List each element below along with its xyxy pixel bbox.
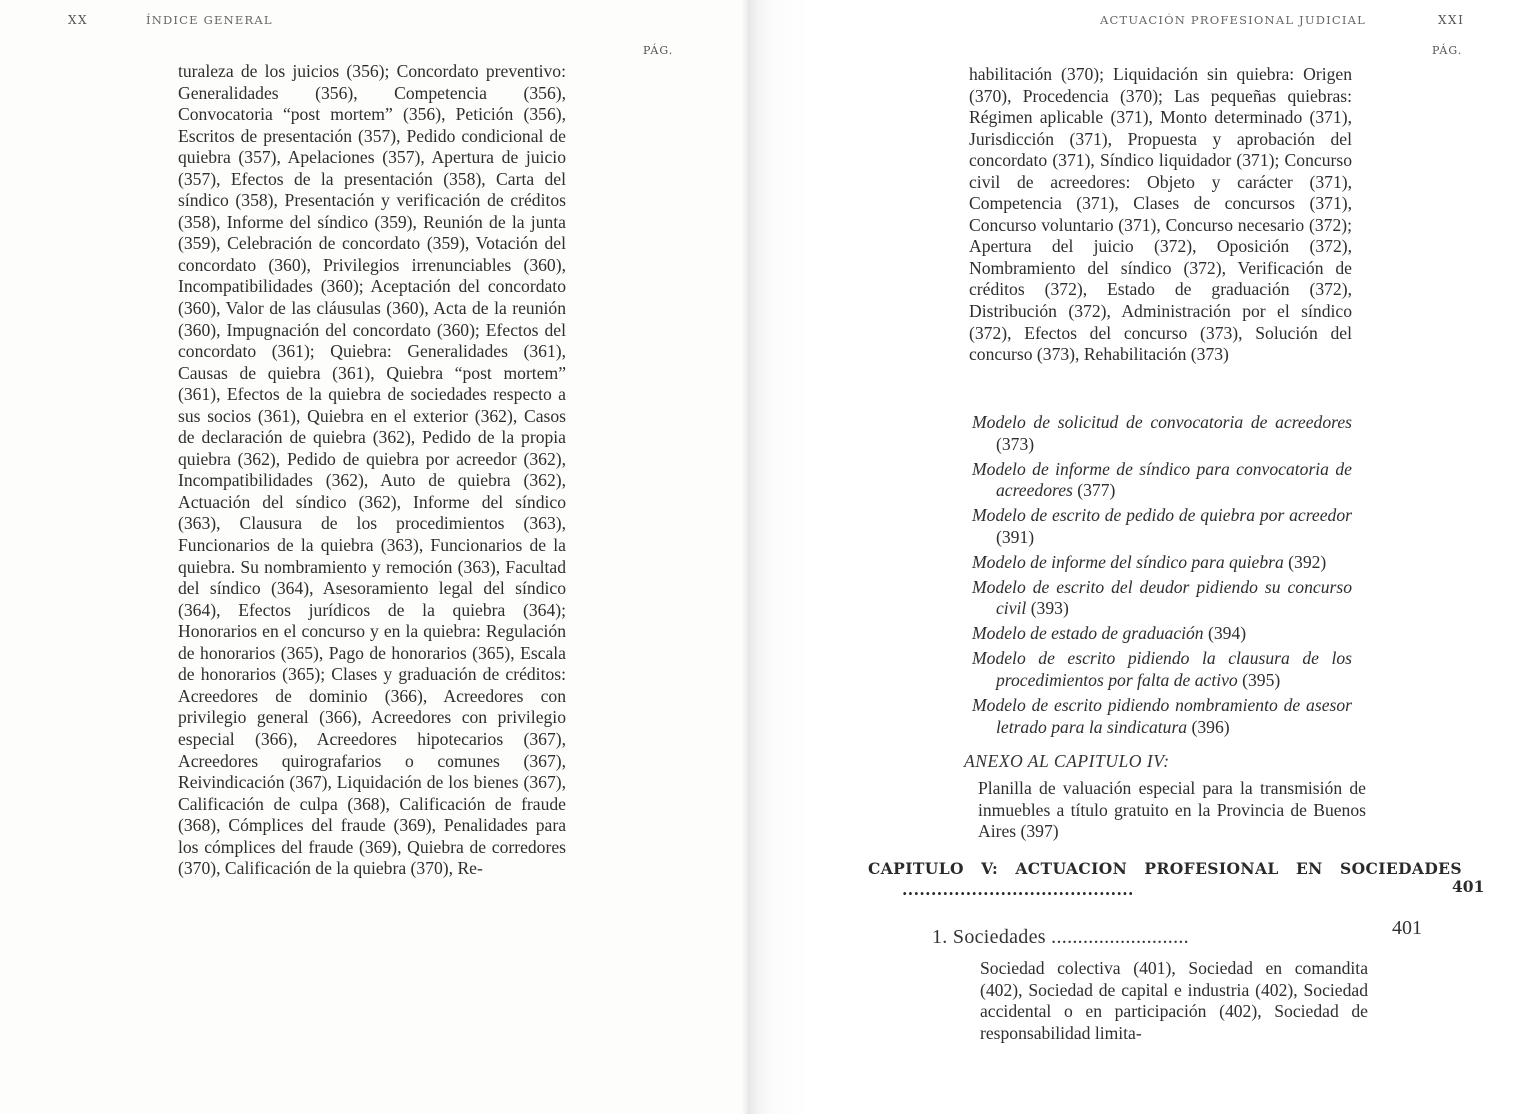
chapter-title: CAPITULO V: ACTUACION PROFESIONAL EN SOCIEDADES ........................................ bbox=[868, 859, 1462, 899]
left-pag-label: PÁG. bbox=[643, 44, 674, 57]
left-page bbox=[0, 0, 748, 1114]
model-item: Modelo de escrito del deudor pidiendo su concurso civil (393) bbox=[972, 576, 1352, 619]
left-running-head: ÍNDICE GENERAL bbox=[146, 13, 273, 27]
anexo-body: Planilla de valuación especial para la transmisión de inmuebles a título gratuito en la Provincia de Buenos Aires (397) bbox=[978, 778, 1366, 842]
right-page bbox=[748, 0, 1536, 1114]
model-item: Modelo de escrito pidiendo la clausura de los procedimientos por falta de activo (395) bbox=[972, 648, 1352, 691]
right-running-head: ACTUACIÓN PROFESIONAL JUDICIAL bbox=[1100, 13, 1366, 27]
left-folio: XX bbox=[68, 13, 89, 27]
model-item: Modelo de informe del síndico para quiebra (392) bbox=[972, 551, 1327, 572]
models-list bbox=[972, 412, 1352, 742]
right-folio: XXI bbox=[1438, 13, 1465, 27]
chapter-page: 401 bbox=[1452, 877, 1485, 896]
section-title: 1. Sociedades .......................... bbox=[932, 926, 1189, 948]
right-index-body: habilitación (370); Liquidación sin quiebra: Origen (370), Procedencia (370); Las pequeñas quiebras: Régimen aplicable (371), Monto determinado (371), Jurisdicción (371), Propuesta y aprobación del concordato (371), Síndico liquidador (371); Concurso civil de acreedores: Objeto y carácter (371), Competencia (371), Clases de concursos (371), Concurso voluntario (371), Concurso necesario (372); Apertura del juicio (372), Oposición (372), Nombramiento del síndico (372), Verificación de créditos (372), Estado de graduación (372), Distribución (372), Administración por el síndico (372), Efectos del concurso (373), Solución del concurso (373), Rehabilitación (373) bbox=[969, 64, 1352, 365]
model-item: Modelo de escrito pidiendo nombramiento de asesor letrado para la sindicatura (396) bbox=[972, 695, 1352, 737]
anexo-title: ANEXO AL CAPITULO IV: bbox=[964, 751, 1170, 771]
model-item: Modelo de solicitud de convocatoria de acreedores (373) bbox=[972, 412, 1352, 454]
section-page: 401 bbox=[1392, 917, 1422, 939]
left-index-body: turaleza de los juicios (356); Concordato preventivo: Generalidades (356), Competencia (356), Convocatoria “post mortem” (356), Petición (356), Escritos de presentación (357), Pedido condicional de quiebra (357), Apelaciones (357), Apertura de juicio (357), Efectos de la presentación (358), Carta del síndico (358), Presentación y verificación de créditos (358), Informe del síndico (359), Reunión de la junta (359), Celebración de concordato (359), Votación del concordato (360), Privilegios irrenunciables (360), Incompatibilidades (360); Aceptación del concordato (360), Valor de las cláusulas (360), Acta de la reunión (360), Impugnación del concordato (360); Efectos del concordato (361); Quiebra: Generalidades (361), Causas de quiebra (361), Quiebra “post mortem” (361), Efectos de la quiebra de sociedades respecto a sus socios (361), Quiebra en el exterior (362), Casos de declaración de quiebra (362), Pedido de la propia quiebra (362), Pedido de quiebra por acreedor (362), Incompatibilidades (362), Auto de quiebra (362), Actuación del síndico (362), Informe del síndico (363), Clausura de los procedimientos (363), Funcionarios de la quiebra (363), Funcionarios de la quiebra. Su nombramiento y remoción (363), Facultad del síndico (364), Asesoramiento legal del síndico (364), Efectos jurídicos de la quiebra (364); Honorarios en el concurso y en la quiebra: Regulación de honorarios (365), Pago de honorarios (365), Escala de honorarios (365); Clases y graduación de créditos: Acreedores de dominio (366), Acreedores con privilegio general (366), Acreedores con privilegio especial (366), Acreedores hipotecarios (367), Acreedores quirografarios o comunes (367), Reivindicación (367), Liquidación de los bienes (367), Calificación de culpa (368), Calificación de fraude (368), Cómplices del fraude (369), Penalidades para los cómplices del fraude (369), Quiebra de corredores (370), Calificación de la quiebra (370), Re- bbox=[178, 61, 566, 879]
model-item: Modelo de informe de síndico para convocatoria de acreedores (377) bbox=[972, 458, 1352, 501]
model-item: Modelo de escrito de pedido de quiebra por acreedor (391) bbox=[972, 505, 1352, 547]
section-body: Sociedad colectiva (401), Sociedad en comandita (402), Sociedad de capital e industria (402), Sociedad accidental o en participación (402), Sociedad de responsabilidad limita- bbox=[980, 958, 1368, 1043]
right-pag-label: PÁG. bbox=[1432, 44, 1463, 57]
model-item: Modelo de estado de graduación (394) bbox=[972, 623, 1247, 644]
